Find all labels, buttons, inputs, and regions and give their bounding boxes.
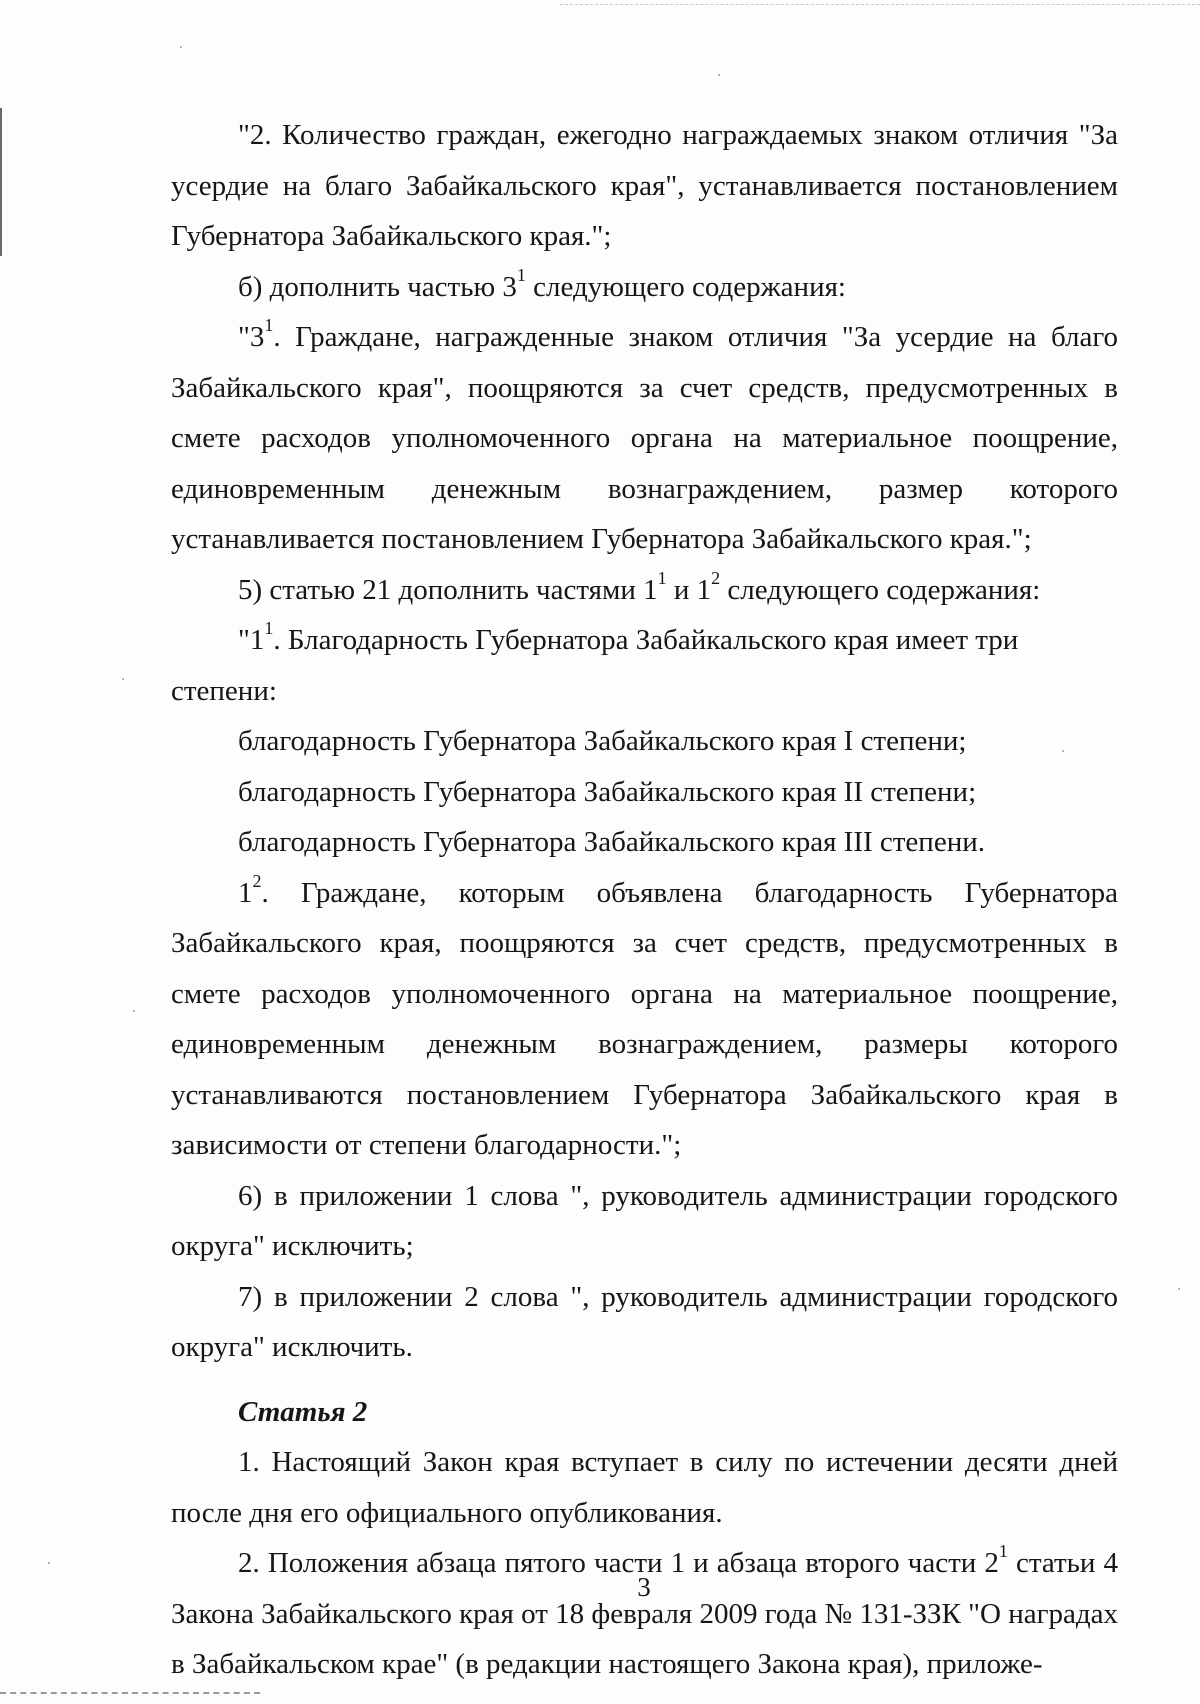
paragraph-gratitude-degree-1: благодарность Губернатора Забайкальского края I степени; [238,725,967,757]
text-run: 5) статью 21 дополнить частями 1 [238,573,658,606]
scan-speck [1062,750,1064,752]
scan-speck [122,678,124,680]
paragraph-part-1-2-text [171,868,1118,1171]
paragraph-gratitude-three-degrees [171,615,1118,716]
text-run: б) дополнить частью 3 [238,270,517,303]
text-run: "1 [238,624,265,656]
superscript: 2 [252,870,262,891]
superscript: 1 [998,1541,1008,1562]
text-run: 2. Положения абзаца пятого части 1 и абзаца второго части 2 [238,1547,999,1579]
article-heading: Статья 2 [238,1395,368,1428]
page-number: 3 [637,1572,651,1602]
paragraph-add-part-3-1 [171,262,1118,313]
scan-speck [133,1010,135,1012]
text-run: . Благодарность Губернатора Забайкальского края имеет три степени: [171,624,1019,707]
paragraph-appendix-2: 7) в приложении 2 слова ", руководитель администрации городского округа" исключить. [171,1280,1118,1363]
text-run: "3 [238,321,265,353]
scan-edge-left [0,108,2,256]
scan-edge-top [560,4,1200,5]
paragraph-entry-into-force: 1. Настоящий Закон края вступает в силу по истечении десяти дней после дня его официального опубликования. [171,1446,1118,1529]
paragraph-article-21-amendment [171,565,1118,616]
text-run: . Граждане, которым объявлена благодарность Губернатора Забайкальского края, поощряются за счет средств, предусмотренных в смете расходов уполномоченного органа на материальное поощрение, единовременным денежным вознаграждением, размеры которого устанавливаются постановлением Губернатора Забайкальского края в зависимости от степени благодарности."; [171,876,1118,1161]
superscript: 2 [711,567,721,588]
paragraph-appendix-1: 6) в приложении 1 слова ", руководитель администрации городского округа" исключить; [171,1179,1118,1262]
text-run: и 1 [666,573,712,606]
paragraph-gratitude-degree-3: благодарность Губернатора Забайкальского края III степени. [238,826,985,858]
scan-speck [48,1562,50,1564]
text-run: . Граждане, награжденные знаком отличия "За усердие на благо Забайкальского края", поощряются за счет средств, предусмотренных в смете расходов уполномоченного органа на материальное поощрение, единовременным денежным вознаграждением, размер которого устанавливается постановлением Губернатора Забайкальского края."; [171,321,1118,555]
paragraph-gratitude-degree-2: благодарность Губернатора Забайкальского края II степени; [238,775,977,808]
paragraph-quantity-of-citizens: "2. Количество граждан, ежегодно награждаемых знаком отличия "За усердие на благо Забайкальского края", устанавливается постановлением Губернатора Забайкальского края."; [171,119,1118,252]
superscript: 1 [657,567,667,588]
scan-speck [1178,1288,1180,1290]
document-body [171,110,1118,1690]
superscript: 1 [264,618,274,639]
text-run: следующего содержания: [720,573,1041,606]
paragraph-provisions [171,1538,1118,1690]
superscript: 1 [264,315,274,336]
scan-speck [718,74,720,76]
text-run: 1 [238,876,253,909]
scan-edge-bottom [0,1692,260,1694]
superscript: 1 [516,264,526,285]
paragraph-part-3-1-text [171,312,1118,565]
text-run: статьи 4 Закона Забайкальского края от 18 февраля 2009 года № 131-ЗЗК "О наградах в Забайкальском крае" (в редакции настоящего Закона края), приложе- [171,1547,1118,1680]
scan-speck [180,46,182,48]
text-run: следующего содержания: [525,270,846,303]
